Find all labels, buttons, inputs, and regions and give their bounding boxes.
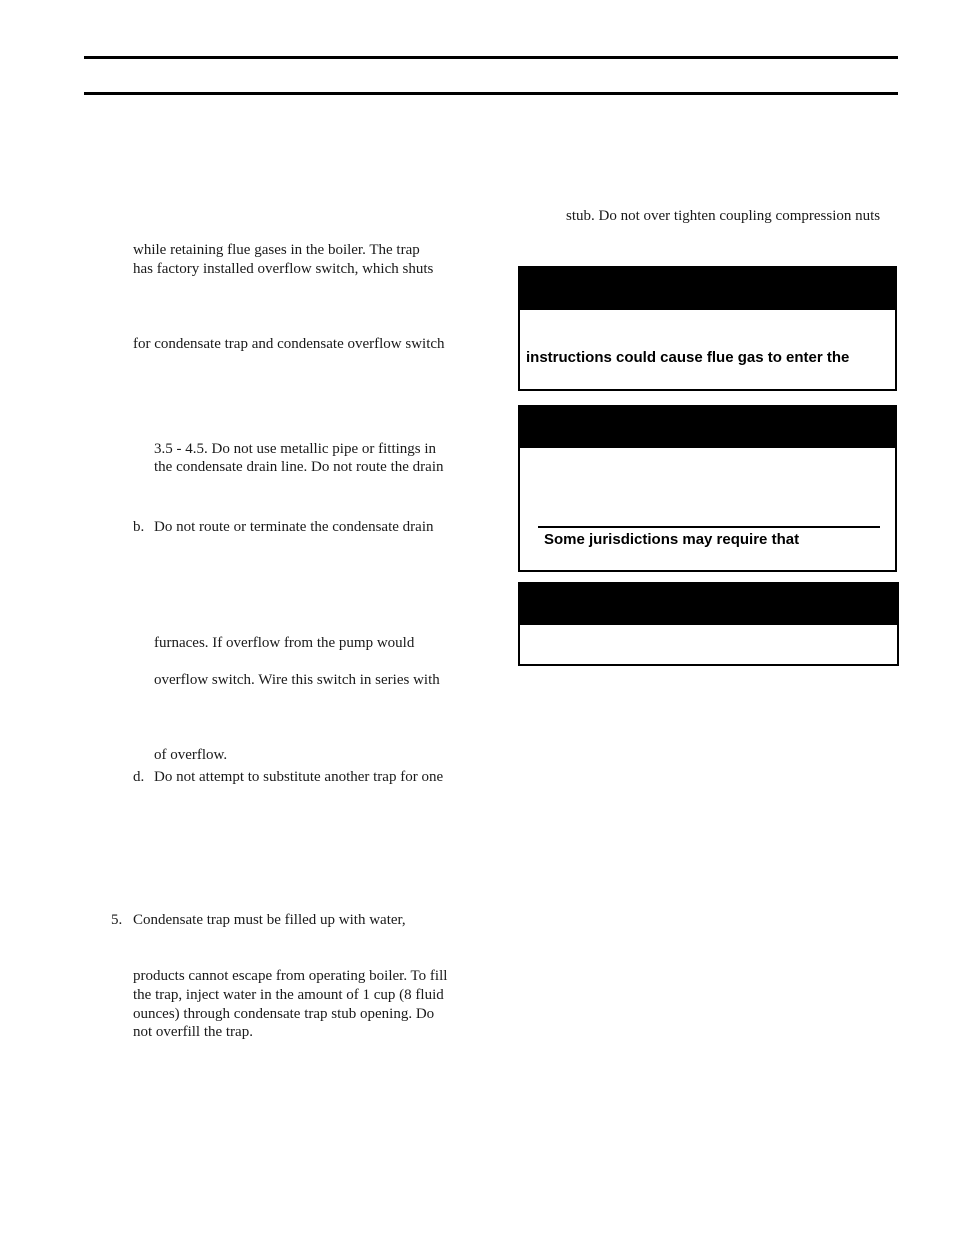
warning-box-1	[518, 266, 897, 391]
body-text: the trap, inject water in the amount of 1 cup (8 fluid	[133, 987, 444, 1003]
body-text: overflow switch. Wire this switch in series with	[154, 672, 440, 688]
warning-box-2	[518, 405, 897, 572]
body-text: 3.5 - 4.5. Do not use metallic pipe or fittings in	[154, 441, 437, 457]
body-text: of overflow.	[154, 747, 228, 763]
warning-box-header	[520, 584, 897, 625]
body-text: products cannot escape from operating boiler. To fill	[133, 968, 448, 984]
body-text: not overfill the trap.	[133, 1024, 253, 1040]
body-text: furnaces. If overflow from the pump would	[154, 635, 415, 651]
body-text: while retaining flue gases in the boiler. The trap	[133, 242, 420, 258]
body-text: stub. Do not over tighten coupling compression nuts	[566, 208, 881, 224]
warning-text: instructions could cause flue gas to enter the	[526, 349, 850, 366]
body-text: for condensate trap and condensate overflow switch	[133, 336, 445, 352]
warning-text: Some jurisdictions may require that	[544, 531, 800, 548]
list-item-b: Do not route or terminate the condensate drain	[154, 519, 434, 535]
divider	[538, 526, 880, 528]
warning-box-header	[520, 407, 895, 448]
list-item-5: Condensate trap must be filled up with water,	[133, 912, 406, 928]
list-item-d: Do not attempt to substitute another trap for one	[154, 769, 444, 785]
header-rule-top	[84, 56, 898, 59]
body-text: has factory installed overflow switch, which shuts	[133, 261, 434, 277]
list-marker-b: b.	[133, 519, 145, 535]
warning-box-header	[520, 268, 895, 310]
list-marker-5: 5.	[111, 912, 123, 928]
header-rule-bottom	[84, 92, 898, 95]
list-marker-d: d.	[133, 769, 145, 785]
warning-box-3	[518, 582, 899, 666]
body-text: ounces) through condensate trap stub opening. Do	[133, 1006, 435, 1022]
body-text: the condensate drain line. Do not route the drain	[154, 459, 444, 475]
